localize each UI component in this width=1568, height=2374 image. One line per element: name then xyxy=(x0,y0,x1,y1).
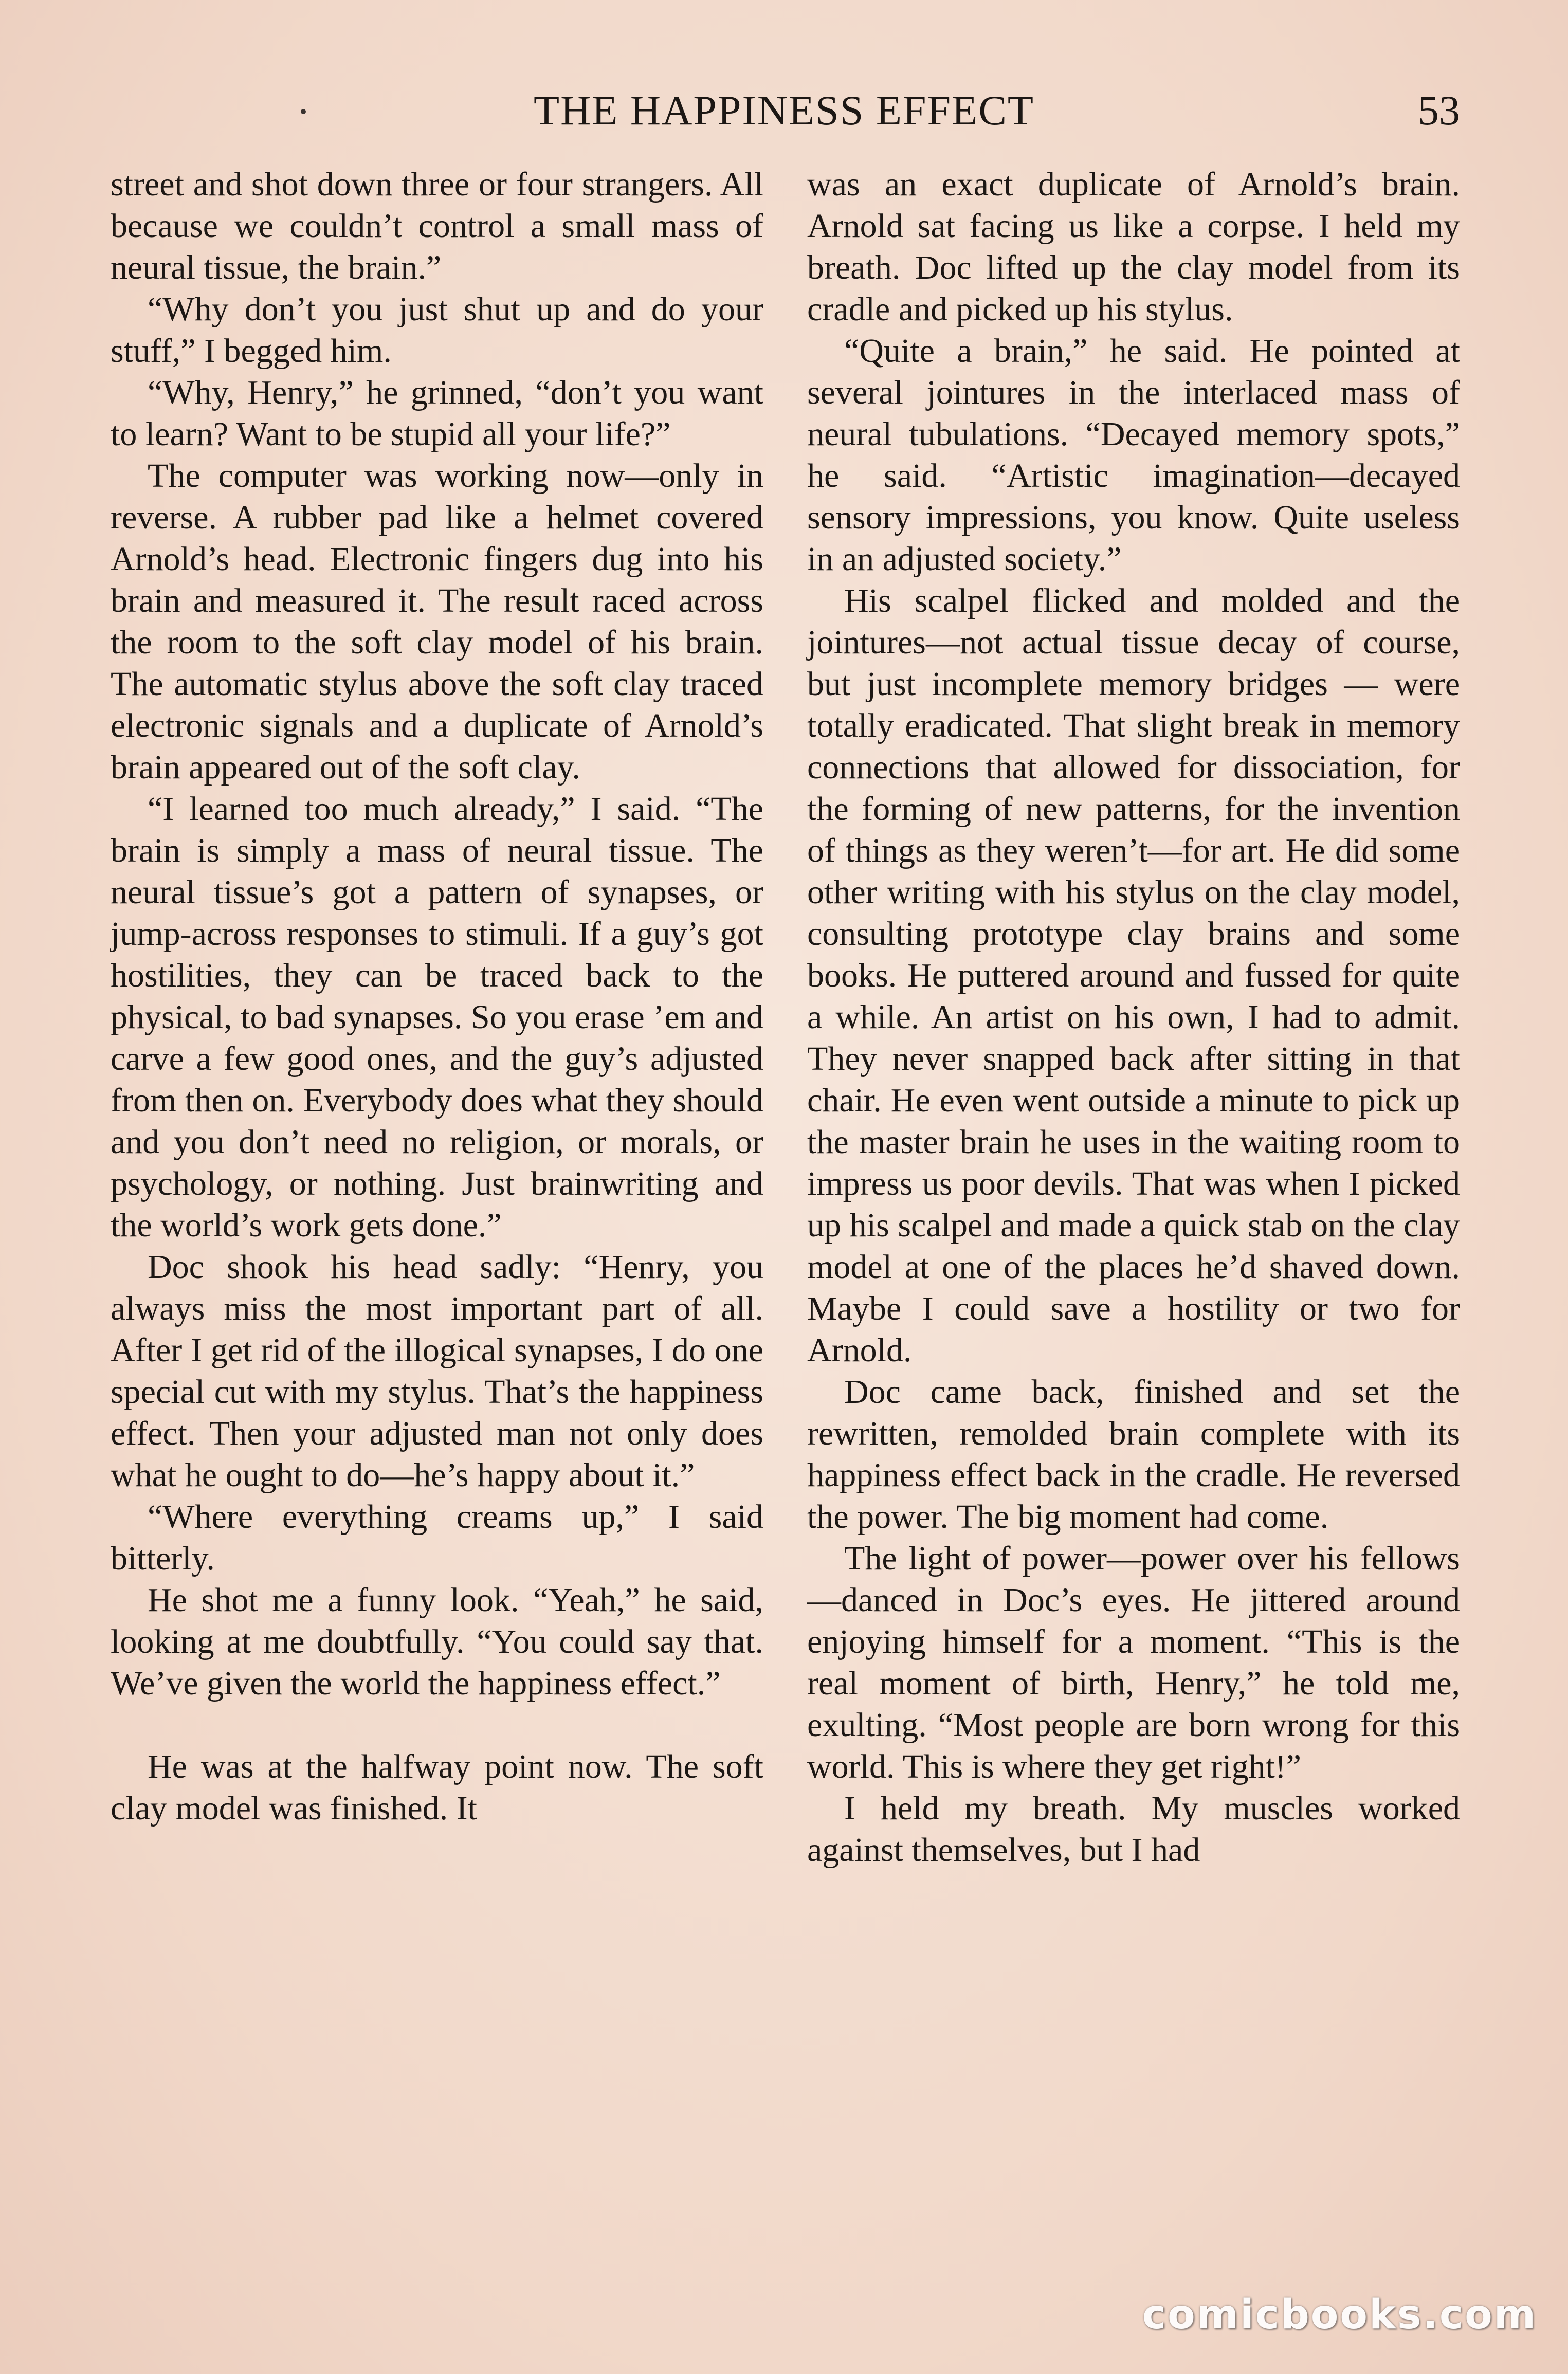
running-title: THE HAPPINESS EFFECT xyxy=(533,87,1035,134)
paragraph: The light of power—power over his fellows—danced in Doc’s eyes. He jittered around enjoying himself for a moment. “This is the real moment of birth, Henry,” he told me, exulting. “Most people are born wrong for this world. This is where they get right!” xyxy=(807,1540,1460,1785)
paragraph: Doc came back, finished and set the rewritten, remolded brain complete with its happiness effect back in the cradle. He reversed the power. The big moment had come. xyxy=(807,1373,1460,1536)
running-head xyxy=(108,82,1460,139)
paragraph: “I learned too much already,” I said. “The brain is simply a mass of neural tissue. The neural tissue’s got a pattern of synapses, or jump-across responses to stimuli. If a guy’s got hostilities, they can be traced back to the physical, to bad synapses. So you erase ’em and carve a few good ones, and the guy’s adjusted from then on. Everybody does what they should and you don’t need no religion, or morals, or psychology, or nothing. Just brainwriting and the world’s work gets done.” xyxy=(111,790,763,1244)
left-column xyxy=(111,163,763,1829)
paragraph: He was at the halfway point now. The soft clay model was finished. It xyxy=(111,1748,763,1827)
paragraph: The computer was working now—only in reverse. A rubber pad like a helmet covered Arnold’s head. Electronic fingers dug into his brain and measured it. The result raced across the room to the soft clay model of his brain. The automatic stylus above the soft clay traced electronic signals and a duplicate of Arnold’s brain appeared out of the soft clay. xyxy=(111,457,763,786)
paragraph: “Why don’t you just shut up and do your stuff,” I begged him. xyxy=(111,290,763,370)
right-column xyxy=(807,163,1460,1871)
paragraph: I held my breath. My muscles worked against themselves, but I had xyxy=(807,1789,1460,1869)
paragraph: “Why, Henry,” he grinned, “don’t you want to learn? Want to be stupid all your life?” xyxy=(111,374,763,453)
paragraph: was an exact duplicate of Arnold’s brain. Arnold sat facing us like a corpse. I held my breath. Doc lifted up the clay model from its cradle and picked up his stylus. xyxy=(807,166,1460,328)
paragraph: His scalpel flicked and molded and the jointures—not actual tissue decay of course, but just incomplete memory bridges — were totally eradicated. That slight break in memory connections that allowed for dissociation, for the forming of new patterns, for the invention of things as they weren’t—for art. He did some other writing with his stylus on the clay model, consulting prototype clay brains and some books. He puttered around and fussed for quite a while. An artist on his own, I had to admit. They never snapped back after sitting in that chair. He even went outside a minute to pick up the master brain he uses in the waiting room to impress us poor devils. That was when I picked up his scalpel and made a quick stab on the clay model at one of the places he’d shaved down. Maybe I could save a hostility or two for Arnold. xyxy=(807,582,1460,1369)
page-number: 53 xyxy=(1418,87,1460,134)
paragraph: street and shot down three or four strangers. All because we couldn’t control a small mass of neural tissue, the brain.” xyxy=(111,166,763,286)
paragraph: Doc shook his head sadly: “Henry, you always miss the most important part of all. After I get rid of the illogical synapses, I do one special cut with my stylus. That’s the happiness effect. Then your adjusted man not only does what he ought to do—he’s happy about it.” xyxy=(111,1248,763,1494)
watermark: comicbooks.com xyxy=(1142,2292,1537,2338)
paragraph: “Quite a brain,” he said. He pointed at several jointures in the interlaced mass of neural tubulations. “Decayed memory spots,” he said. “Artistic imagination—decayed sensory impressions, you know. Quite useless in an adjusted society.” xyxy=(807,332,1460,578)
paragraph: “Where everything creams up,” I said bitterly. xyxy=(111,1498,763,1577)
paragraph: He shot me a funny look. “Yeah,” he said, looking at me doubtfully. “You could say that. We’ve given the world the happiness effect.” xyxy=(111,1581,763,1702)
